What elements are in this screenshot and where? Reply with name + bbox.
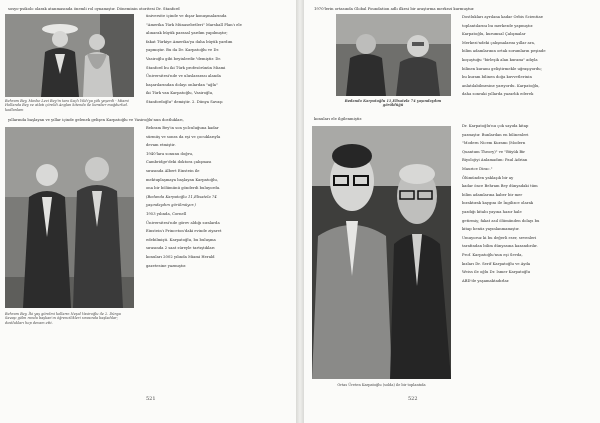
text-line: sürmüş ve sonra da eşi ve çocuklarıyla (146, 134, 221, 139)
text-line: bu kuram bilinen doğa kuvvetlerinin (462, 75, 532, 80)
text-line: 1953 yılında, Cornell (146, 211, 187, 216)
text-line: iki Türk van Karpatoğlu, Vasiroğlu, (146, 91, 214, 96)
text-line: Einstein'ı Princeton'daki evinde ziyaret (146, 229, 222, 234)
left-column-text (146, 14, 288, 109)
text-line: getirmiş; fakat asıl ölümünden dolayı bu (462, 218, 540, 223)
photo2-caption: Behram Bey, İki yaş görelmi kolların Neşal Vasiroğlu ile 2. Dünya Savaşı gölm ronda başkan'ın öğrencilikleri sırasında başladılar; dostlukları hep devam etti. (5, 312, 121, 325)
photo-top-caption: Bedanda Karpatoğlu 11,Elisatela 74 yaşındaydım görüldüğü (344, 99, 442, 108)
text-line: "Modern Nicem Kuramı (Modern (462, 141, 526, 146)
text-line: yapmıştır. Bu da Dr. Karpatoğlu ve Dr. (146, 48, 220, 53)
page-number-left: 521 (146, 396, 156, 402)
text-line: fakat Türkiye Amerika'ya daha büyük yardım (146, 39, 233, 44)
text-line: "Amerika Türk Münasebetleri" Marshall Plan'ı ele (146, 22, 242, 27)
text-line: gazetesine yazmıştır. (146, 263, 187, 268)
photo1-caption: Behram Bey, Moshe Levi Bey'in tanı Saçlı Yıldı'ya yök yeşerdi - Miami Hollanda Bey ve atlatı çöreldi Anglan kitenda ile beraber mağdurlud. kodlanlam (5, 99, 129, 112)
text-line: devam etmiştir. (146, 143, 176, 148)
text-line: ona bir bölümünü gönderdi buluyordu. (146, 186, 221, 191)
text-line: sırasında 2 saat süreyle tartıştıkları (146, 246, 215, 251)
book-gutter (296, 0, 304, 423)
photo-bottom-caption: Ortas Üreten Karpatoğlu (solda) ile bir toplantıda (337, 383, 426, 387)
text-line: edebilmişti. Karpatoğlu, bu buluşma (146, 237, 216, 242)
text-line: bilim adamlarına kaber bir mer (462, 192, 523, 197)
photo-two-elderly-men (336, 14, 451, 96)
text-line: yaşındaydım görülmüyor.) (146, 203, 196, 208)
text-line: Dostlukları ayrılana kadar Orbis Scientiae (462, 15, 543, 19)
text-line: Umuyoruz ki bu değerli eser, sevenleri (462, 235, 537, 240)
text-line: toplantılarını bu merkezde yapmıştır. (462, 23, 534, 28)
photo-couple-cowboy-hat (5, 14, 134, 97)
left-top-line: sosyo-psikolo olarak atanmasında önemli rol oynamıştır. Döneminin otoritesi Dr. Stanford (8, 7, 180, 11)
text-line: konuları 2002 yılında Miami Herald (146, 254, 215, 259)
right-column-text (462, 15, 594, 101)
text-line: başarılarından dolayı onlardan "ağla" (146, 82, 218, 87)
text-line: Vasiroğlu gibi beyinlerdir."demiştir. Dr. (146, 56, 221, 61)
photo-two-men (5, 127, 134, 308)
text-line: bilinen kuramı geliştirmekle uğraşıyordu; (462, 66, 542, 71)
text-line: kızları Dr. Serif Karpatoğlu ve Ayda (462, 261, 531, 266)
text-line: ABD'de yaşamaktadırlar. (462, 278, 510, 283)
right-mid-line: konuları ele ilgilenmiştir. (314, 117, 363, 121)
right-column2-text (462, 124, 594, 287)
text-line: bıraktırak kaygını ile İngilizce olarak (462, 201, 534, 206)
text-line: alınarak büyük parasal yardım yapılmıştır; (146, 31, 228, 36)
text-line: Üniversitesi'nde görev aldığı sıralarda (146, 220, 220, 225)
text-line: Maurice Dirac." (462, 166, 493, 171)
text-line: (Bedanda Karpatoğlu 11,Elisatela 74 (146, 194, 217, 199)
text-line: kitap henüz yayınlanmamıştır. (462, 227, 520, 232)
text-line: Dr. Karpatoğlu'nu çok sayıda kitap (462, 124, 529, 128)
text-line: 1940'lara sonunu doğru, (146, 151, 194, 156)
text-line: Cambridge'deki doktora çalışması (146, 160, 212, 165)
text-line: yazdığı kitabı yayına hazır hale (462, 209, 522, 214)
text-line: anlatılabilmesine yarıyordu. Karpatoğlu, (462, 83, 540, 88)
text-line: kadar önce Behram Bey dünyadaki tüm (462, 184, 538, 189)
left-full-line: yıllarında başlayan ve yıllar içinde gelenek gelişen Karpatoğlu ve Vasiroğlu'nun dostlukları, (8, 118, 184, 122)
text-line: tarafından bilim dünyasına kazandırılır. (462, 244, 538, 249)
text-line: Prof. Karpatoğlu'nun eşi Sevda, (462, 252, 523, 257)
text-line: yazmıştır. Bunlardan en bilinenleri (462, 132, 529, 137)
text-line: mektuplaşmaya başlayan Karpatoğlu, (146, 177, 218, 182)
text-line: Weiss ile oğlu Dr. Ismer Karpatoğlu (462, 270, 531, 275)
right-page (304, 0, 600, 423)
text-line: Biyolojiyi Anlamadım: Paul Adrian (462, 158, 528, 163)
text-line: Stanfordoğlu" demiştir. 2. Dünya Savaşı (146, 99, 223, 104)
text-line: Karpatoğlu, kurumsal Çalışmalar (462, 32, 526, 37)
text-line: daha sonraki yıllarda yazarlık ederek (462, 92, 534, 97)
text-line: üniversite içinde ve dışar konuşmalarında (146, 14, 227, 18)
text-line: Üniversitesi'nde ve uluslararası alanda (146, 74, 221, 79)
text-line: Quantum Theory)" ve "Büyük Bir (462, 149, 526, 154)
text-line: bilim adamlarının ortak sorumların peşinde (462, 49, 546, 54)
page-number-right: 522 (408, 396, 418, 402)
text-line: Stanford bu iki Türk profesörünün Miami (146, 65, 226, 70)
text-line: koşuştuğu "birleşik alan kuramı" adıyla (462, 57, 538, 62)
text-line: sırasında Albert Einstein ile (146, 168, 200, 173)
text-line: Ölümünden yaklaşık bir ay (462, 175, 514, 180)
left-page (0, 0, 296, 423)
right-top-line: 1970'lerin ortasında Global Foundation adlı ilkesi bir araştırma merkezi kurmuştur. (314, 7, 475, 11)
left-column2-text (146, 126, 288, 272)
text-line: Merkezi'ndeki çalışmalarını yıllar ara, (462, 40, 536, 45)
photo-two-men-closeup (312, 126, 451, 379)
text-line: Behram Bey'in son yolculuğuna kadar (146, 126, 219, 130)
